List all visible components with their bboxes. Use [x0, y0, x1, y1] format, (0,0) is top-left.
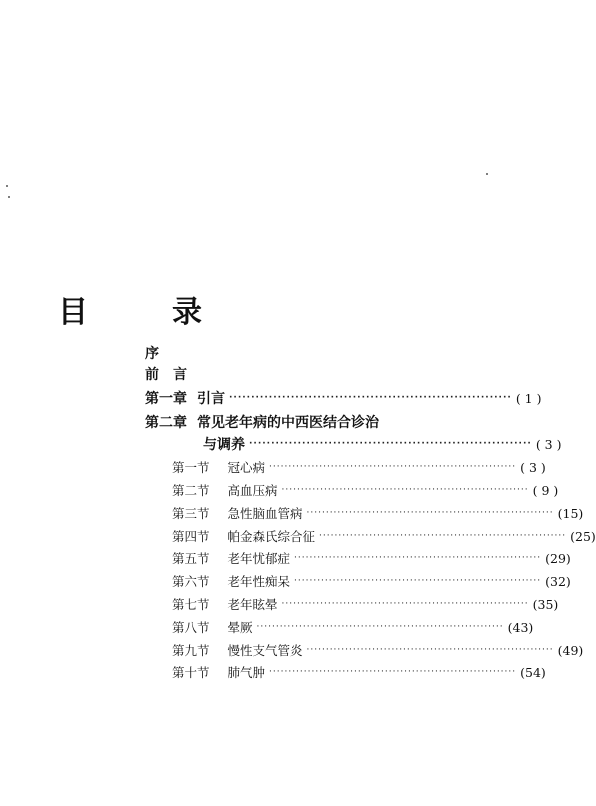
- toc-section-4[interactable]: [172, 526, 596, 546]
- title-char-mu: 目: [58, 295, 88, 330]
- toc-section-7[interactable]: [172, 594, 559, 614]
- section-label: 第八节: [172, 620, 210, 635]
- dot-leader: ································································: [256, 622, 504, 632]
- section-title: 老年忧郁症: [227, 551, 291, 566]
- toc-section-5[interactable]: [172, 548, 571, 568]
- toc-section-1[interactable]: [172, 457, 546, 477]
- toc-chapter-2[interactable]: [145, 412, 379, 432]
- dot-leader: ································································: [281, 599, 529, 609]
- toc-section-2[interactable]: [172, 480, 559, 500]
- section-title: 冠心病: [227, 460, 266, 475]
- toc-foreword[interactable]: [145, 364, 187, 384]
- dot-leader: ································································: [294, 576, 542, 586]
- page-number: ( 3 ): [535, 436, 562, 452]
- page-number: (15): [557, 505, 584, 521]
- section-title: 帕金森氏综合征: [227, 529, 316, 544]
- page-number: (54): [520, 664, 546, 680]
- section-label: 第六节: [172, 574, 210, 589]
- section-label: 第四节: [172, 529, 210, 544]
- section-label: 第三节: [172, 506, 210, 521]
- title-char-lu: 录: [172, 295, 202, 330]
- chapter-label: 第一章: [145, 391, 187, 407]
- scan-speck: [8, 196, 10, 198]
- section-title: 老年性痴呆: [227, 574, 291, 589]
- toc-section-3[interactable]: [172, 503, 584, 523]
- dot-leader: ································································: [281, 485, 529, 495]
- section-label: 第一节: [172, 460, 210, 475]
- toc-chapter-1[interactable]: [145, 388, 542, 408]
- dot-leader: ································································: [249, 439, 532, 449]
- section-label: 第七节: [172, 597, 210, 612]
- page-number: (43): [507, 619, 534, 635]
- toc-foreword-label: 前 言: [145, 367, 187, 383]
- scan-speck: [486, 173, 488, 175]
- dot-leader: ································································: [269, 667, 517, 677]
- dot-leader: ································································: [319, 531, 567, 541]
- section-label: 第五节: [172, 551, 210, 566]
- chapter-title: 引言: [197, 391, 225, 407]
- section-title: 肺气肿: [227, 665, 266, 680]
- dot-leader: ································································: [269, 462, 517, 472]
- page-number: (35): [532, 596, 559, 612]
- dot-leader: ································································: [306, 508, 554, 518]
- toc-section-8[interactable]: [172, 617, 534, 637]
- page-number: ( 9 ): [532, 482, 559, 498]
- toc-section-10[interactable]: [172, 662, 546, 682]
- toc-preface[interactable]: [145, 343, 159, 363]
- chapter-title-continued: 与调养: [203, 437, 245, 453]
- chapter-title: 常见老年病的中西医结合诊治: [197, 415, 379, 431]
- section-title: 老年眩晕: [227, 597, 278, 612]
- dot-leader: ································································: [306, 645, 554, 655]
- section-label: 第十节: [172, 665, 210, 680]
- page-number: (25): [570, 528, 596, 544]
- section-label: 第二节: [172, 483, 210, 498]
- page-title: [58, 296, 218, 336]
- dot-leader: ································································: [294, 553, 542, 563]
- page-number: ( 3 ): [520, 459, 546, 475]
- chapter-label: 第二章: [145, 415, 187, 431]
- toc-section-6[interactable]: [172, 571, 571, 591]
- toc-section-9[interactable]: [172, 640, 584, 660]
- section-title: 慢性支气管炎: [227, 643, 303, 658]
- dot-leader: ································································: [229, 393, 512, 403]
- page-number: (32): [545, 573, 571, 589]
- section-title: 急性脑血管病: [227, 506, 303, 521]
- section-title: 晕厥: [227, 620, 253, 635]
- section-label: 第九节: [172, 643, 210, 658]
- section-title: 高血压病: [227, 483, 278, 498]
- toc-preface-label: 序: [145, 346, 159, 362]
- toc-chapter-2-cont[interactable]: [203, 434, 562, 454]
- page-number: ( 1 ): [515, 390, 542, 406]
- page-number: (49): [557, 642, 584, 658]
- page-number: (29): [545, 550, 571, 566]
- scan-speck: [6, 185, 8, 187]
